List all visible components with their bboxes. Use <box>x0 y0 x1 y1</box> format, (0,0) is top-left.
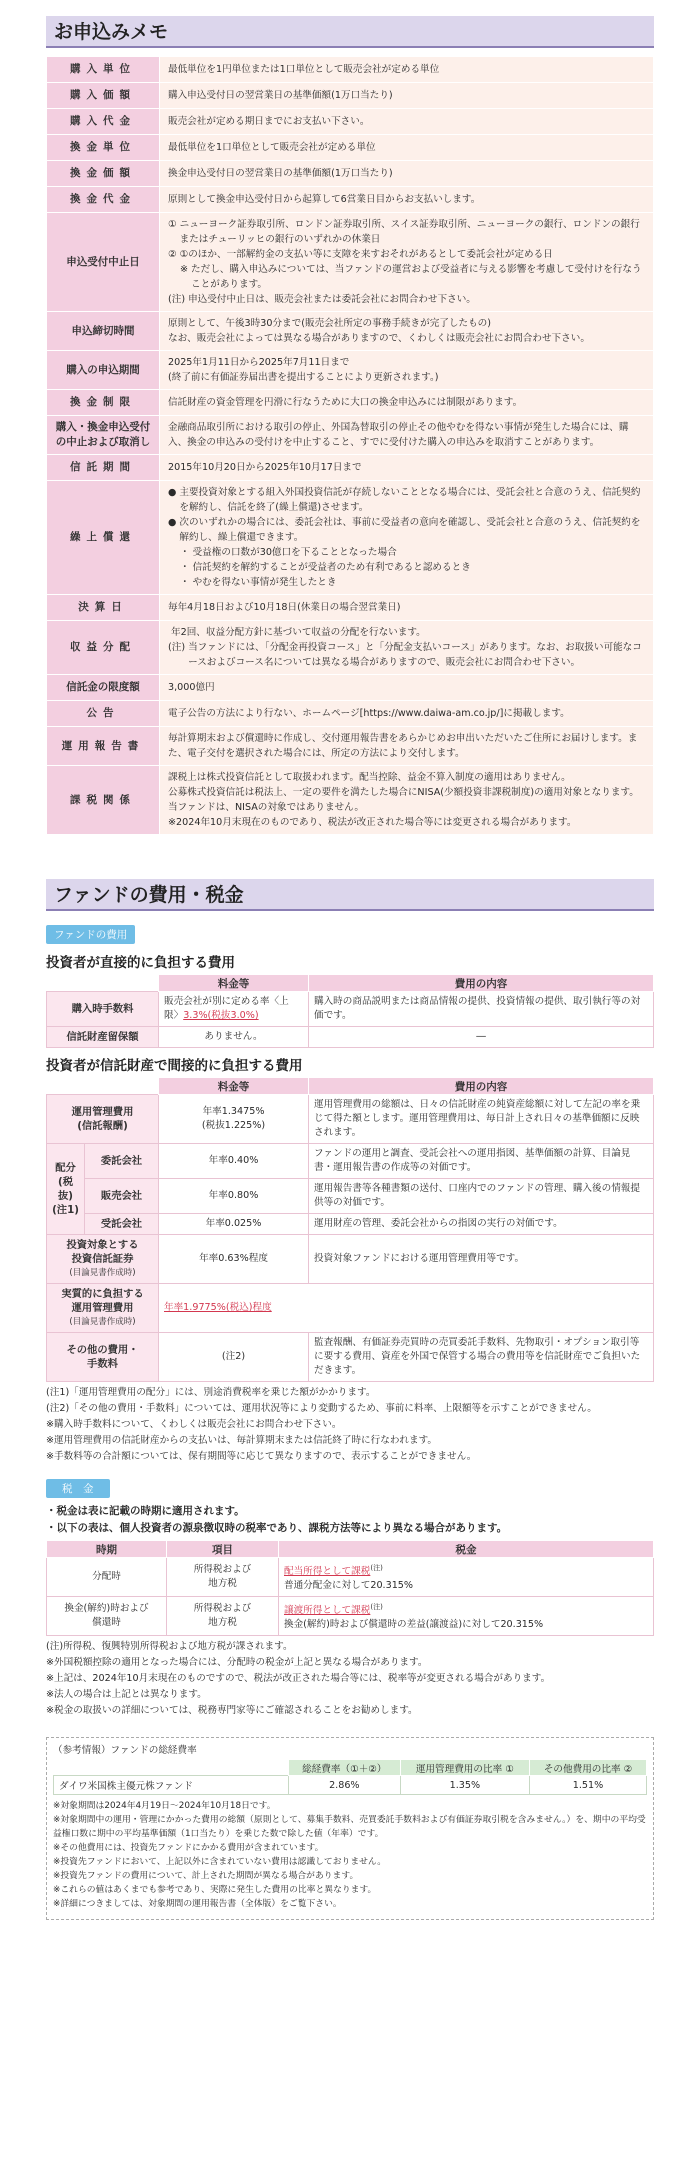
memo-row <box>47 161 654 187</box>
table-row <box>47 1144 654 1179</box>
memo-row <box>47 727 654 766</box>
other-fee-amount: (注2) <box>159 1333 309 1382</box>
memo-row-label: 購入代金 <box>47 109 160 135</box>
memo-row-label: 購入単位 <box>47 57 160 83</box>
table-row <box>54 1776 647 1795</box>
memo-row-value: 毎計算期末および償還時に作成し、交付運用報告書をあらかじめお申出いただいたご住所にお届けします。また、電子交付を選択された場合には、所定の方法により交付します。 <box>160 727 654 766</box>
alloc-content: 運用財産の管理、委託会社からの指図の実行の対価です。 <box>309 1214 654 1235</box>
memo-row <box>47 766 654 835</box>
col-other: その他費用の比率 ② <box>530 1760 647 1776</box>
memo-row <box>47 621 654 675</box>
tax-notes: (注)所得税、復興特別所得税および地方税が課されます。 ※外国税額控除の適用となった場合には、分配時の税金が上記と異なる場合があります。 ※上記は、2024年10月末現在のものですので、税法が改正された場合等には、税率等が変更される場合があります。 ※法人の場合は上記とは異なります。 ※税金の取扱いの詳細については、税務専門家等にご確認されることをお勧めします。 <box>46 1641 551 1717</box>
memo-row-label: 換金価額 <box>47 161 160 187</box>
memo-row-label: 決算日 <box>47 595 160 621</box>
indirect-costs-table <box>46 1077 654 1382</box>
other-fee-label: その他の費用・ 手数料 <box>47 1333 159 1382</box>
col-amount: 料金等 <box>159 975 309 992</box>
cost-notes: (注1)「運用管理費用の配分」には、別途消費税率を乗じた額がかかります。 (注2)「その他の費用・手数料」については、運用状況等により変動するため、事前に料率、上限額等を示すことができません。 ※購入時手数料について、くわしくは販売会社にお問合わせ下さい。 ※運用管理費用の信託財産からの支払いは、毎計算期末または信託終了時に行なわれます。 ※手数料等の合計額については、保有期間等に応じて異なりますので、表示することができません。 <box>46 1387 597 1462</box>
memo-row-label: 収益分配 <box>47 621 160 675</box>
memo-row-label: 課税関係 <box>47 766 160 835</box>
memo-row <box>47 57 654 83</box>
trust-reserve-label: 信託財産留保額 <box>47 1027 159 1048</box>
tax-value: 配当所得として課税$^{(注)}$ 普通分配金に対して20.315% <box>279 1558 654 1597</box>
alloc-who: 委託会社 <box>85 1144 159 1179</box>
alloc-content: 運用報告書等各種書類の送付、口座内でのファンドの管理、購入後の情報提供等の対価です。 <box>309 1179 654 1214</box>
tax-time: 分配時 <box>47 1558 167 1597</box>
table-row <box>47 1095 654 1144</box>
memo-row-value: ● 主要投資対象とする組入外国投資信託が存続しないこととなる場合には、受託会社と合意のうえ、信託契約を解約し、信託を終了(繰上償還)させます。 ● 次のいずれかの場合には、委託会社は、事前に受益者の意向を確認し、受託会社と合意のうえ、信託契約を解約し、繰上償還できます。 ・ 受益権の口数が30億口を下ることとなった場合 ・ 信託契約を解約することが受益者のため有利であると認めるとき ・ やむを得ない事情が発生したとき <box>160 481 654 595</box>
col-amount: 料金等 <box>159 1078 309 1095</box>
reference-box <box>46 1737 654 1920</box>
alloc-who: 販売会社 <box>85 1179 159 1214</box>
memo-row-value: 2025年1月11日から2025年7月11日まで (終了前に有価証券届出書を提出することにより更新されます。) <box>160 351 654 390</box>
mgmt-ratio: 1.35% <box>400 1776 529 1795</box>
memo-row <box>47 481 654 595</box>
memo-row <box>47 351 654 390</box>
table-row <box>47 1558 654 1597</box>
tax-item: 所得税および 地方税 <box>167 1558 279 1597</box>
table-row <box>47 1027 654 1048</box>
memo-row-label: 公告 <box>47 701 160 727</box>
table-row <box>47 1214 654 1235</box>
alloc-content: ファンドの運用と調査、受託会社への運用指図、基準価額の計算、目論見書・運用報告書の作成等の対価です。 <box>309 1144 654 1179</box>
target-fund-amount: 年率0.63%程度 <box>159 1235 309 1284</box>
tax-tag: 税 金 <box>46 1479 110 1498</box>
memo-row-value: 信託財産の資金管理を円滑に行なうために大口の換金申込みには制限があります。 <box>160 390 654 416</box>
memo-row <box>47 187 654 213</box>
col-content: 費用の内容 <box>309 1078 654 1095</box>
memo-row <box>47 83 654 109</box>
memo-section-title: お申込みメモ <box>46 16 654 48</box>
alloc-rate: 年率0.40% <box>159 1144 309 1179</box>
expense-ratio-table <box>53 1759 647 1795</box>
memo-table <box>46 56 654 835</box>
total-ratio: 2.86% <box>289 1776 401 1795</box>
memo-row <box>47 701 654 727</box>
col-content: 費用の内容 <box>309 975 654 992</box>
memo-row-value: 販売会社が定める期日までにお支払い下さい。 <box>160 109 654 135</box>
memo-row-label: 換金単位 <box>47 135 160 161</box>
memo-row-label: 換金制限 <box>47 390 160 416</box>
memo-row-value: 金融商品取引所における取引の停止、外国為替取引の停止その他やむを得ない事情が発生した場合には、購入、換金の申込みの受付けを中止すること、すでに受付けた購入の申込みを取消すことがあります。 <box>160 416 654 455</box>
other-ratio: 1.51% <box>530 1776 647 1795</box>
memo-row-value: ① ニューヨーク証券取引所、ロンドン証券取引所、スイス証券取引所、ニューヨークの銀行、ロンドンの銀行またはチューリッヒの銀行のいずれかの休業日 ② ①のほか、一部解約金の支払い等に支障を来すおそれがあるとして委託会社が定める日 ※ ただし、購入申込みについては、当ファンドの運営および受益者に与える影響を考慮して受付けを行なうことがあります。 (注) 申込受付中止日は、販売会社または委託会社にお問合わせ下さい。 <box>160 213 654 312</box>
memo-row-value: 最低単位を1円単位または1口単位として販売会社が定める単位 <box>160 57 654 83</box>
other-fee-content: 監査報酬、有価証券売買時の売買委託手数料、先物取引・オプション取引等に要する費用、資産を外国で保管する場合の費用等を信託財産でご負担いただきます。 <box>309 1333 654 1382</box>
memo-row-value: 最低単位を1口単位として販売会社が定める単位 <box>160 135 654 161</box>
trust-reserve-content: ― <box>309 1027 654 1048</box>
table-row <box>47 1597 654 1636</box>
effective-fee-label: 実質的に負担する 運用管理費用 (目論見書作成時) <box>47 1284 159 1333</box>
target-fund-content: 投資対象ファンドにおける運用管理費用等です。 <box>309 1235 654 1284</box>
memo-row <box>47 675 654 701</box>
indirect-costs-heading: 投資者が信託財産で間接的に負担する費用 <box>46 1058 303 1074</box>
memo-row-value: 課税上は株式投資信託として取扱われます。配当控除、益金不算入制度の適用はありません。 公募株式投資信託は税法上、一定の要件を満たした場合にNISA(少額投資非課税制度)の適用対象となります。 当ファンドは、NISAの対象ではありません。 ※2024年10月末現在のものであり、税法が改正された場合等には変更される場合があります。 <box>160 766 654 835</box>
tax-bullets: ・税金は表に記載の時期に適用されます。 ・以下の表は、個人投資者の源泉徴収時の税率であり、課税方法等により異なる場合があります。 <box>46 1505 508 1534</box>
memo-row-value: 3,000億円 <box>160 675 654 701</box>
alloc-who: 受託会社 <box>85 1214 159 1235</box>
fund-name: ダイワ米国株主優元株ファンド <box>54 1776 289 1795</box>
fund-costs-tag: ファンドの費用 <box>46 925 135 944</box>
alloc-rate: 年率0.025% <box>159 1214 309 1235</box>
memo-row-label: 信託金の限度額 <box>47 675 160 701</box>
tax-table <box>46 1540 654 1636</box>
target-fund-label: 投資対象とする 投資信託証券 (目論見書作成時) <box>47 1235 159 1284</box>
memo-row-label: 購入の申込期間 <box>47 351 160 390</box>
direct-costs-table <box>46 974 654 1048</box>
memo-row-value: 購入申込受付日の翌営業日の基準価額(1万口当たり) <box>160 83 654 109</box>
memo-row <box>47 109 654 135</box>
memo-row-label: 信託期間 <box>47 455 160 481</box>
mgmt-fee-label: 運用管理費用 (信託報酬) <box>47 1095 159 1144</box>
alloc-label: 配分(税抜)(注1) <box>47 1144 85 1235</box>
table-row <box>47 1284 654 1333</box>
trust-reserve-amount: ありません。 <box>159 1027 309 1048</box>
memo-row-label: 購入・換金申込受付の中止および取消し <box>47 416 160 455</box>
memo-row <box>47 312 654 351</box>
col-item: 項目 <box>167 1541 279 1558</box>
tax-value: 譲渡所得として課税$^{(注)}$ 換金(解約)時および償還時の差益(譲渡益)に対して20.315% <box>279 1597 654 1636</box>
table-row <box>47 992 654 1027</box>
memo-row-value: 原則として、午後3時30分まで(販売会社所定の事務手続きが完了したもの) なお、販売会社によっては異なる場合がありますので、くわしくは販売会社にお問合わせ下さい。 <box>160 312 654 351</box>
memo-row-label: 申込受付中止日 <box>47 213 160 312</box>
mgmt-fee-amount: 年率1.3475% (税抜1.225%) <box>159 1095 309 1144</box>
purchase-fee-amount: 販売会社が別に定める率〈上限〉3.3%(税抜3.0%) <box>159 992 309 1027</box>
col-tax: 税金 <box>279 1541 654 1558</box>
memo-row-value: 2015年10月20日から2025年10月17日まで <box>160 455 654 481</box>
col-total: 総経費率（①＋②） <box>289 1760 401 1776</box>
memo-row <box>47 135 654 161</box>
memo-row-label: 換金代金 <box>47 187 160 213</box>
memo-row <box>47 390 654 416</box>
table-row <box>47 1179 654 1214</box>
purchase-fee-content: 購入時の商品説明または商品情報の提供、投資情報の提供、取引執行等の対価です。 <box>309 992 654 1027</box>
memo-row-label: 運用報告書 <box>47 727 160 766</box>
alloc-rate: 年率0.80% <box>159 1179 309 1214</box>
memo-row <box>47 416 654 455</box>
memo-row <box>47 213 654 312</box>
memo-row-value: 電子公告の方法により行ない、ホームページ[https://www.daiwa-am.co.jp/]に掲載します。 <box>160 701 654 727</box>
memo-row-label: 申込締切時間 <box>47 312 160 351</box>
memo-row-value: 換金申込受付日の翌営業日の基準価額(1万口当たり) <box>160 161 654 187</box>
fees-section-title: ファンドの費用・税金 <box>46 879 654 911</box>
direct-costs-heading: 投資者が直接的に負担する費用 <box>46 955 235 971</box>
memo-row-value: 年2回、収益分配方針に基づいて収益の分配を行ないます。 (注) 当ファンドには、「分配金再投資コース」と「分配金支払いコース」があります。なお、お取扱い可能なコースおよびコース名については異なる場合がありますので、販売会社にお問合わせ下さい。 <box>160 621 654 675</box>
memo-row-label: 繰上償還 <box>47 481 160 595</box>
memo-row-label: 購入価額 <box>47 83 160 109</box>
reference-title: （参考情報）ファンドの総経費率 <box>53 1745 197 1757</box>
tax-time: 換金(解約)時および 償還時 <box>47 1597 167 1636</box>
memo-row <box>47 595 654 621</box>
effective-fee-amount: 年率1.9775%(税込)程度 <box>159 1284 654 1333</box>
reference-notes: ※対象期間は2024年4月19日～2024年10月18日です。 ※対象期間中の運用・管理にかかった費用の総額（原則として、募集手数料、売買委託手数料および有価証券取引税を含みません。）を、期中の平均受益権口数に期中の平均基準価額（1口当たり）を乗じた数で除した値（年率）です。 ※その他費用には、投資先ファンドにかかる費用が含まれています。 ※投資先ファンドにおいて、上記以外に含まれていない費用は認識しておりません。 ※投資先ファンドの費用について、計上された期間が異なる場合があります。 ※これらの値はあくまでも参考であり、実際に発生した費用の比率と異なります。 ※詳細につきましては、対象期間の運用報告書（全体版）をご覧下さい。 <box>53 1801 646 1910</box>
table-row <box>47 1333 654 1382</box>
tax-item: 所得税および 地方税 <box>167 1597 279 1636</box>
mgmt-fee-content: 運用管理費用の総額は、日々の信託財産の純資産総額に対して左記の率を乗じて得た額とします。運用管理費用は、毎日計上され日々の基準価額に反映されます。 <box>309 1095 654 1144</box>
memo-row-value: 原則として換金申込受付日から起算して6営業日目からお支払いします。 <box>160 187 654 213</box>
table-row <box>47 1235 654 1284</box>
memo-row <box>47 455 654 481</box>
col-mgmt: 運用管理費用の比率 ① <box>400 1760 529 1776</box>
col-time: 時期 <box>47 1541 167 1558</box>
memo-row-value: 毎年4月18日および10月18日(休業日の場合翌営業日) <box>160 595 654 621</box>
purchase-fee-label: 購入時手数料 <box>47 992 159 1027</box>
